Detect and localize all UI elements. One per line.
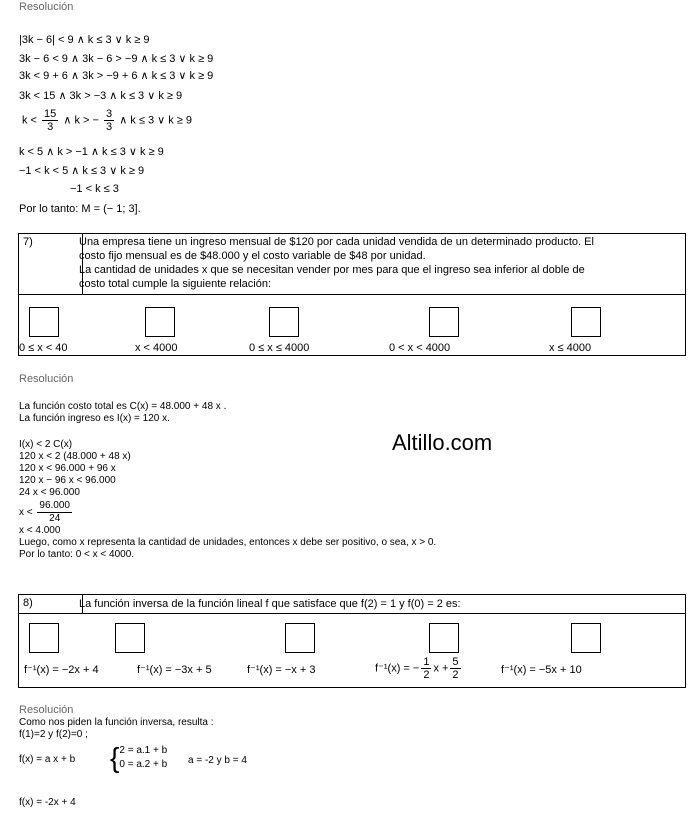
question-7-box <box>18 233 686 295</box>
math-line: 3k < 9 + 6 ∧ 3k > −9 + 6 ∧ k ≤ 3 ∨ k ≥ 9 <box>19 70 214 82</box>
option-checkbox[interactable] <box>429 623 459 653</box>
math-line: k < 5 ∧ k > −1 ∧ k ≤ 3 ∨ k ≥ 9 <box>19 146 164 158</box>
math-text: ∧ k > − <box>63 114 99 127</box>
resolution-heading: Resolución <box>19 373 74 385</box>
fraction: $\frac{15}{3}$ <box>44 108 57 133</box>
option-label: 0 ≤ x < 40 <box>19 342 68 354</box>
math-line: 3k < 15 ∧ 3k > −3 ∧ k ≤ 3 ∨ k ≥ 9 <box>19 90 183 102</box>
question-number: 7) <box>19 234 83 294</box>
conclusion-line: Por lo tanto: M = (− 1; 3]. <box>19 203 141 215</box>
system-result: a = -2 y b = 4 <box>188 755 247 766</box>
option-label: 0 < x < 4000 <box>389 342 451 354</box>
resolution-heading: Resolución <box>19 1 74 13</box>
question-number: 8) <box>19 595 83 613</box>
final-function: f(x) = -2x + 4 <box>19 797 76 808</box>
question-text: Una empresa tiene un ingreso mensual de $120 por cada unidad vendida de un determinado producto. El costo fijo mensual es de $48.000 y el costo variable de $48 por unidad. La cantidad de unidades x que se necesitan vender por mes para que el ingreso sea inferior al doble de costo total cumple la siguiente relación: <box>79 236 594 290</box>
option-label: f⁻¹(x) = −5x + 10 <box>501 664 582 676</box>
question-8-box <box>18 594 686 614</box>
option-label: x < 4000 <box>135 342 178 354</box>
resolution-2-body: La función costo total es C(x) = 48.000 + 48 x . La función ingreso es I(x) = 120 x. I(x) < 2 C(x) 120 x < 2 (48.000 + 48 x) 120 x < 96.000 + 96 x 120 x − 96 x < 96.000 24 x < 96.000 x < $\frac{96.000}{24}$ x < 4.000 Luego, como x representa la cantidad de unidades, entonces x debe ser positivo, o sea, x > 0. Por lo tanto: 0 < x < 4000. <box>19 401 437 560</box>
math-line-fraction <box>22 108 192 133</box>
option-label: 0 ≤ x ≤ 4000 <box>249 342 310 354</box>
option-checkbox[interactable] <box>429 307 459 337</box>
option-checkbox[interactable] <box>571 307 601 337</box>
option-checkbox[interactable] <box>115 623 145 653</box>
option-label: f⁻¹(x) = − $\frac{1}{2}$ x + $\frac{5}{2}$ <box>375 656 459 681</box>
fraction: $\frac{3}{3}$ <box>106 108 113 133</box>
equation-system: { 2 = a.1 + b 0 = a.2 + b <box>110 742 168 773</box>
question-7-options <box>18 295 686 356</box>
math-line: |3k − 6| < 9 ∧ k ≤ 3 ∨ k ≥ 9 <box>19 34 150 46</box>
watermark: Altillo.com <box>392 430 493 455</box>
question-8-options <box>18 614 686 688</box>
option-label: f⁻¹(x) = −3x + 5 <box>137 664 212 676</box>
option-checkbox[interactable] <box>29 307 59 337</box>
option-checkbox[interactable] <box>29 623 59 653</box>
option-label: f⁻¹(x) = −2x + 4 <box>24 664 99 676</box>
math-line: 3k − 6 < 9 ∧ 3k − 6 > −9 ∧ k ≤ 3 ∨ k ≥ 9 <box>19 53 214 65</box>
option-checkbox[interactable] <box>571 623 601 653</box>
option-checkbox[interactable] <box>269 307 299 337</box>
resolution-3-intro: Como nos piden la función inversa, resulta : f(1)=2 y f(2)=0 ; <box>19 717 214 740</box>
option-label: f⁻¹(x) = −x + 3 <box>247 664 316 676</box>
math-text: k < <box>22 114 37 127</box>
option-checkbox[interactable] <box>145 307 175 337</box>
math-line: −1 < k ≤ 3 <box>70 183 119 195</box>
option-checkbox[interactable] <box>285 623 315 653</box>
math-text: ∧ k ≤ 3 ∨ k ≥ 9 <box>119 114 192 127</box>
resolution-heading: Resolución <box>19 704 74 716</box>
option-label: x ≤ 4000 <box>549 342 592 354</box>
question-text: La función inversa de la función lineal f que satisface que f(2) = 1 y f(0) = 2 es: <box>79 598 461 610</box>
math-line: −1 < k < 5 ∧ k ≤ 3 ∨ k ≥ 9 <box>19 165 145 177</box>
fx-definition: f(x) = a x + b <box>19 754 76 765</box>
